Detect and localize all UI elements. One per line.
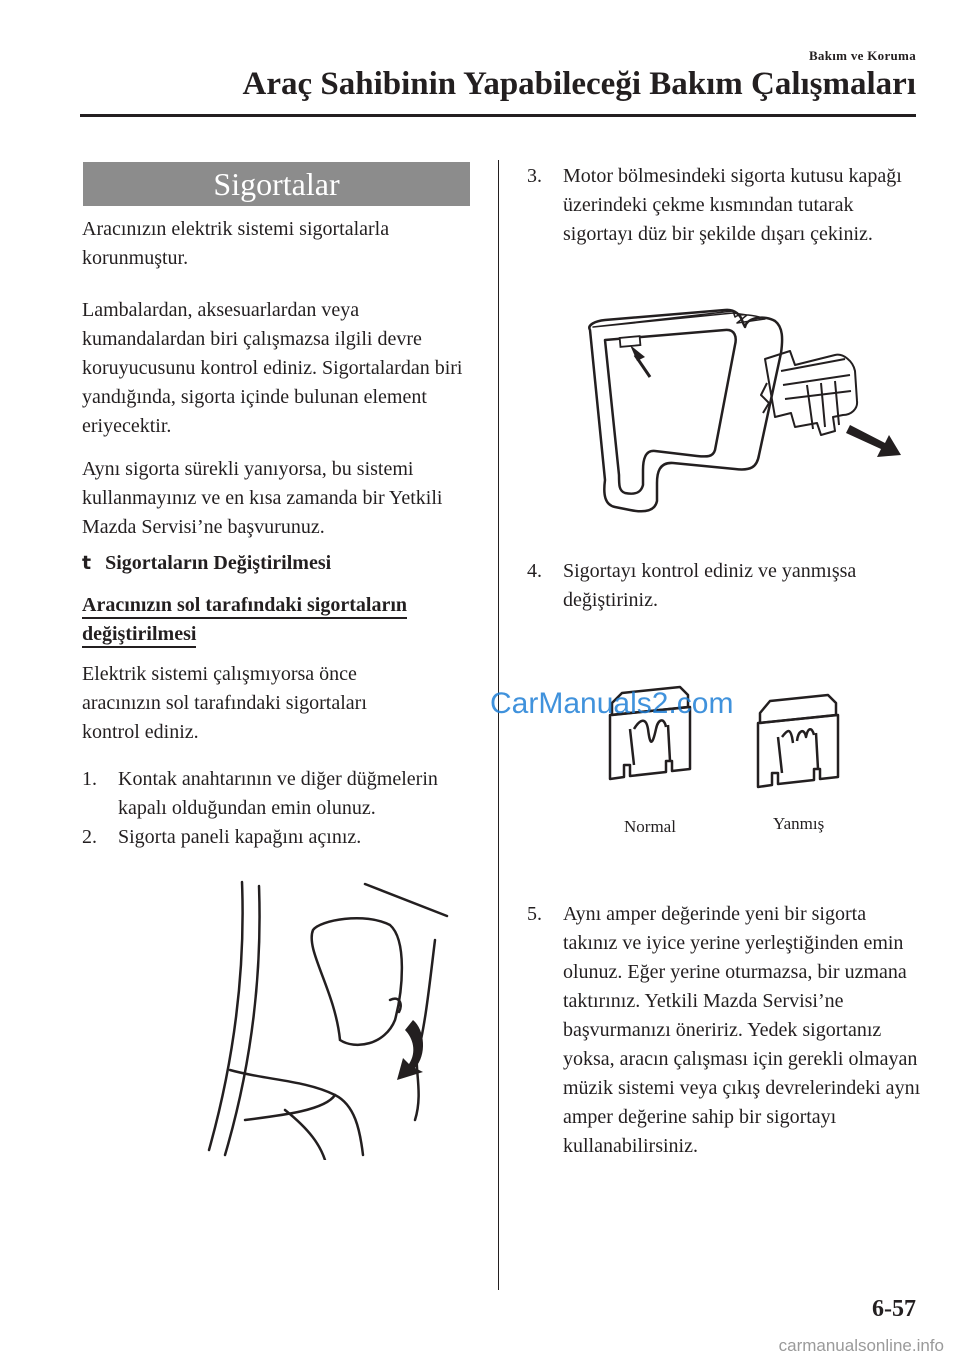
step-2-text: Sigorta paneli kapağını açınız.	[118, 826, 362, 848]
subsection-bullet: t	[82, 552, 92, 574]
step-1	[82, 765, 472, 823]
step-4	[527, 557, 922, 615]
fuse-label-normal: Normal	[624, 817, 676, 836]
underlined-heading-line1: Aracınızın sol tarafındaki sigortaların	[82, 594, 407, 619]
intro-paragraph-3: Aynı sigorta sürekli yanıyorsa, bu sistemi kullanmayınız ve en kısa zamanda bir Yetkili Mazda Servisi’ne başvurunuz.	[82, 458, 443, 538]
step-3	[527, 162, 922, 249]
intro-paragraph-2: Lambalardan, aksesuarlardan veya kumandalardan biri çalışmazsa ilgili devre koruyucusunu kontrol ediniz. Sigortalardan biri yandığında, sigorta içinde bulunan element eriyecektir.	[82, 299, 463, 437]
step-3-number: 3.	[527, 165, 542, 187]
column-divider	[498, 160, 499, 1290]
subsection-heading	[82, 552, 331, 575]
step-5-text: Aynı amper değerinde yeni bir sigorta takınız ve iyice yerine yerleştiğinden emin olunuz. Eğer yerine oturmazsa, bir uzmana taktırınız. Yetkili Mazda Servisi’ne başvurmanızı öneririz. Yedek sigortanız yoksa, aracın çalışması için gerekli olmayan müzik sistemi veya çıkış devrelerindeki aynı amper değerine sahip bir sigortayı kullanabilirsiniz.	[563, 903, 921, 1157]
footer-watermark: carmanualsonline.info	[778, 1336, 944, 1355]
underlined-heading	[82, 591, 452, 649]
step-1-text: Kontak anahtarının ve diğer düğmelerin kapalı olduğundan emin olunuz.	[118, 768, 438, 819]
page-title: Araç Sahibinin Yapabileceği Bakım Çalışmaları	[242, 66, 916, 102]
step-5-number: 5.	[527, 903, 542, 925]
section-label: Bakım ve Koruma	[808, 48, 916, 63]
step-5	[527, 900, 922, 1161]
step-2-number: 2.	[82, 826, 97, 848]
fuse-panel-cover-illustration	[185, 880, 485, 1160]
step-4-number: 4.	[527, 560, 542, 582]
header-rule	[80, 114, 916, 117]
step-3-text: Motor bölmesindeki sigorta kutusu kapağı üzerindeki çekme kısmından tutarak sigortayı düz bir şekilde dışarı çekiniz.	[563, 165, 902, 245]
fuse-box-puller-illustration	[585, 305, 920, 515]
intro-paragraph-1: Aracınızın elektrik sistemi sigortalarla korunmuştur.	[82, 218, 390, 269]
steps-left	[82, 765, 472, 852]
subsection-title: Sigortaların Değiştirilmesi	[105, 552, 332, 574]
section-banner: Sigortalar	[83, 162, 470, 206]
page-number: 6-57	[872, 1296, 916, 1322]
instruction-paragraph: Elektrik sistemi çalışmıyorsa önce aracınızın sol tarafındaki sigortaları kontrol ediniz.	[82, 663, 367, 743]
underlined-heading-line2: değiştirilmesi	[82, 623, 196, 648]
fuse-label-blown: Yanmış	[773, 814, 825, 833]
step-1-number: 1.	[82, 768, 97, 790]
watermark: CarManuals2.com	[490, 687, 734, 720]
step-2	[82, 823, 472, 852]
step-4-text: Sigortayı kontrol ediniz ve yanmışsa değiştiriniz.	[563, 560, 857, 611]
